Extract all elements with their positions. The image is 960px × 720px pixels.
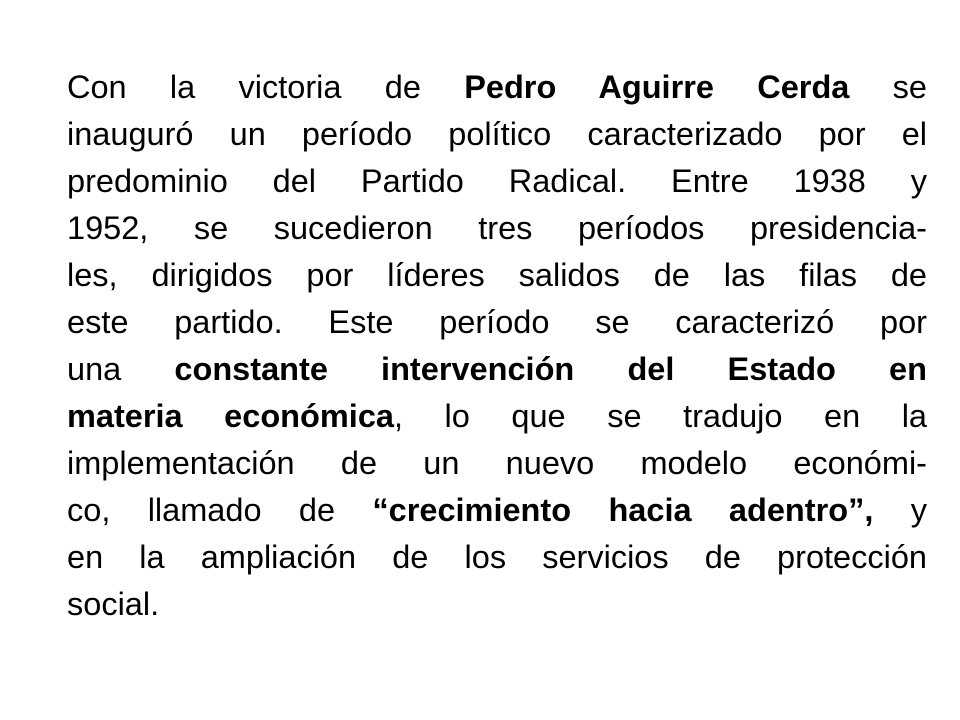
body-paragraph <box>67 64 927 628</box>
emphasized-text: constante intervención del Estado en <box>174 351 927 387</box>
emphasized-text: Pedro Aguirre Cerda <box>464 69 850 105</box>
paragraph-line <box>67 158 927 205</box>
paragraph-line <box>67 393 927 440</box>
body-text: implementación de un nuevo modelo económi- <box>67 445 927 481</box>
paragraph-line <box>67 534 927 581</box>
body-text: inauguró un período político caracterizado por el <box>67 116 927 152</box>
body-text: Con la victoria de <box>67 69 465 105</box>
body-text: social. <box>67 586 160 622</box>
body-text: y <box>873 492 927 528</box>
paragraph-line <box>67 440 927 487</box>
emphasized-text: “crecimiento hacia adentro”, <box>372 492 874 528</box>
body-text: una <box>67 351 175 387</box>
emphasized-text: materia económica <box>67 398 394 434</box>
body-text: en la ampliación de los servicios de protección <box>67 539 927 575</box>
paragraph-line <box>67 581 927 628</box>
body-text: , lo que se tradujo en la <box>393 398 927 434</box>
body-text: este partido. Este período se caracterizó por <box>67 304 927 340</box>
paragraph-line <box>67 487 927 534</box>
paragraph-line <box>67 252 927 299</box>
paragraph-line <box>67 299 927 346</box>
body-text: 1952, se sucedieron tres períodos presidencia- <box>67 210 927 246</box>
body-text: predominio del Partido Radical. Entre 1938 y <box>67 163 927 199</box>
body-text: les, dirigidos por líderes salidos de las filas de <box>67 257 927 293</box>
paragraph-line <box>67 64 927 111</box>
paragraph-line <box>67 346 927 393</box>
paragraph-line <box>67 111 927 158</box>
body-text: co, llamado de <box>67 492 373 528</box>
paragraph-line <box>67 205 927 252</box>
body-text: se <box>849 69 927 105</box>
